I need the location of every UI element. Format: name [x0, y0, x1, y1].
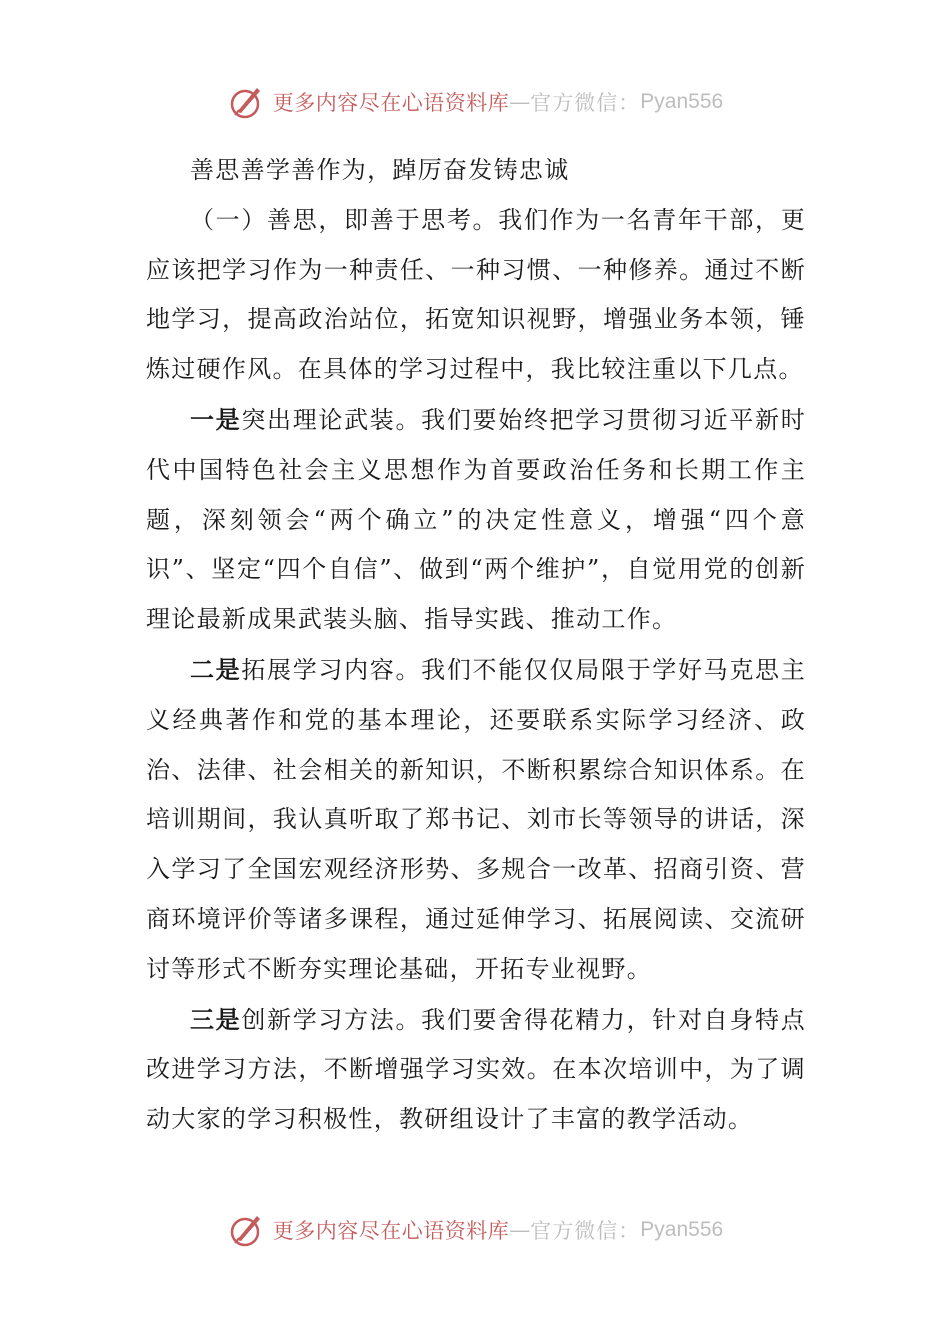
- paragraph-4: [146, 995, 806, 1145]
- banner-main-text: 更多内容尽在心语资料库: [272, 91, 510, 115]
- document-body: [146, 146, 806, 1145]
- paragraph-3-lead: 二是: [190, 654, 242, 684]
- document-title: 善思善学善作为，踔厉奋发铸忠诚: [190, 156, 570, 184]
- banner-wechat-label: 官方微信：: [530, 1219, 641, 1243]
- banner-wechat-id: Pyan556: [640, 90, 724, 113]
- paragraph-3: [146, 645, 806, 995]
- paragraph-4-lead: 三是: [190, 1004, 242, 1034]
- banner-separator: —: [509, 90, 531, 114]
- quill-pen-logo-icon: [227, 82, 267, 122]
- header-banner: [0, 80, 950, 124]
- banner-main-text: 更多内容尽在心语资料库: [272, 1219, 510, 1243]
- banner-wechat-id: Pyan556: [640, 1218, 724, 1241]
- paragraph-2-body: 突出理论武装。我们要始终把学习贯彻习近平新时代中国特色社会主义思想作为首要政治任务和长期工作主题，深刻领会“两个确立”的决定性意义，增强“四个意识”、坚定“四个自信”、做到“两个维护”，自觉用党的创新理论最新成果武装头脑、指导实践、推动工作。: [146, 405, 806, 634]
- banner-separator: —: [509, 1218, 531, 1242]
- paragraph-2: [146, 395, 806, 645]
- footer-banner: [0, 1208, 950, 1252]
- paragraph-1: （一）善思，即善于思考。我们作为一名青年干部，更应该把学习作为一种责任、一种习惯、一种修养。通过不断地学习，提高政治站位，拓宽知识视野，增强业务本领，锤炼过硬作风。在具体的学习过程中，我比较注重以下几点。: [146, 205, 806, 384]
- paragraph-4-body: 创新学习方法。我们要舍得花精力，针对自身特点改进学习方法，不断增强学习实效。在本次培训中，为了调动大家的学习积极性，教研组设计了丰富的教学活动。: [146, 1005, 806, 1134]
- paragraph-2-lead: 一是: [190, 404, 242, 434]
- banner-wechat-label: 官方微信：: [530, 91, 641, 115]
- quill-pen-logo-icon: [227, 1210, 267, 1250]
- paragraph-3-body: 拓展学习内容。我们不能仅仅局限于学好马克思主义经典著作和党的基本理论，还要联系实际学习经济、政治、法律、社会相关的新知识，不断积累综合知识体系。在培训期间，我认真听取了郑书记、刘市长等领导的讲话，深入学习了全国宏观经济形势、多规合一改革、招商引资、营商环境评价等诸多课程，通过延伸学习、拓展阅读、交流研讨等形式不断夯实理论基础，开拓专业视野。: [146, 655, 806, 983]
